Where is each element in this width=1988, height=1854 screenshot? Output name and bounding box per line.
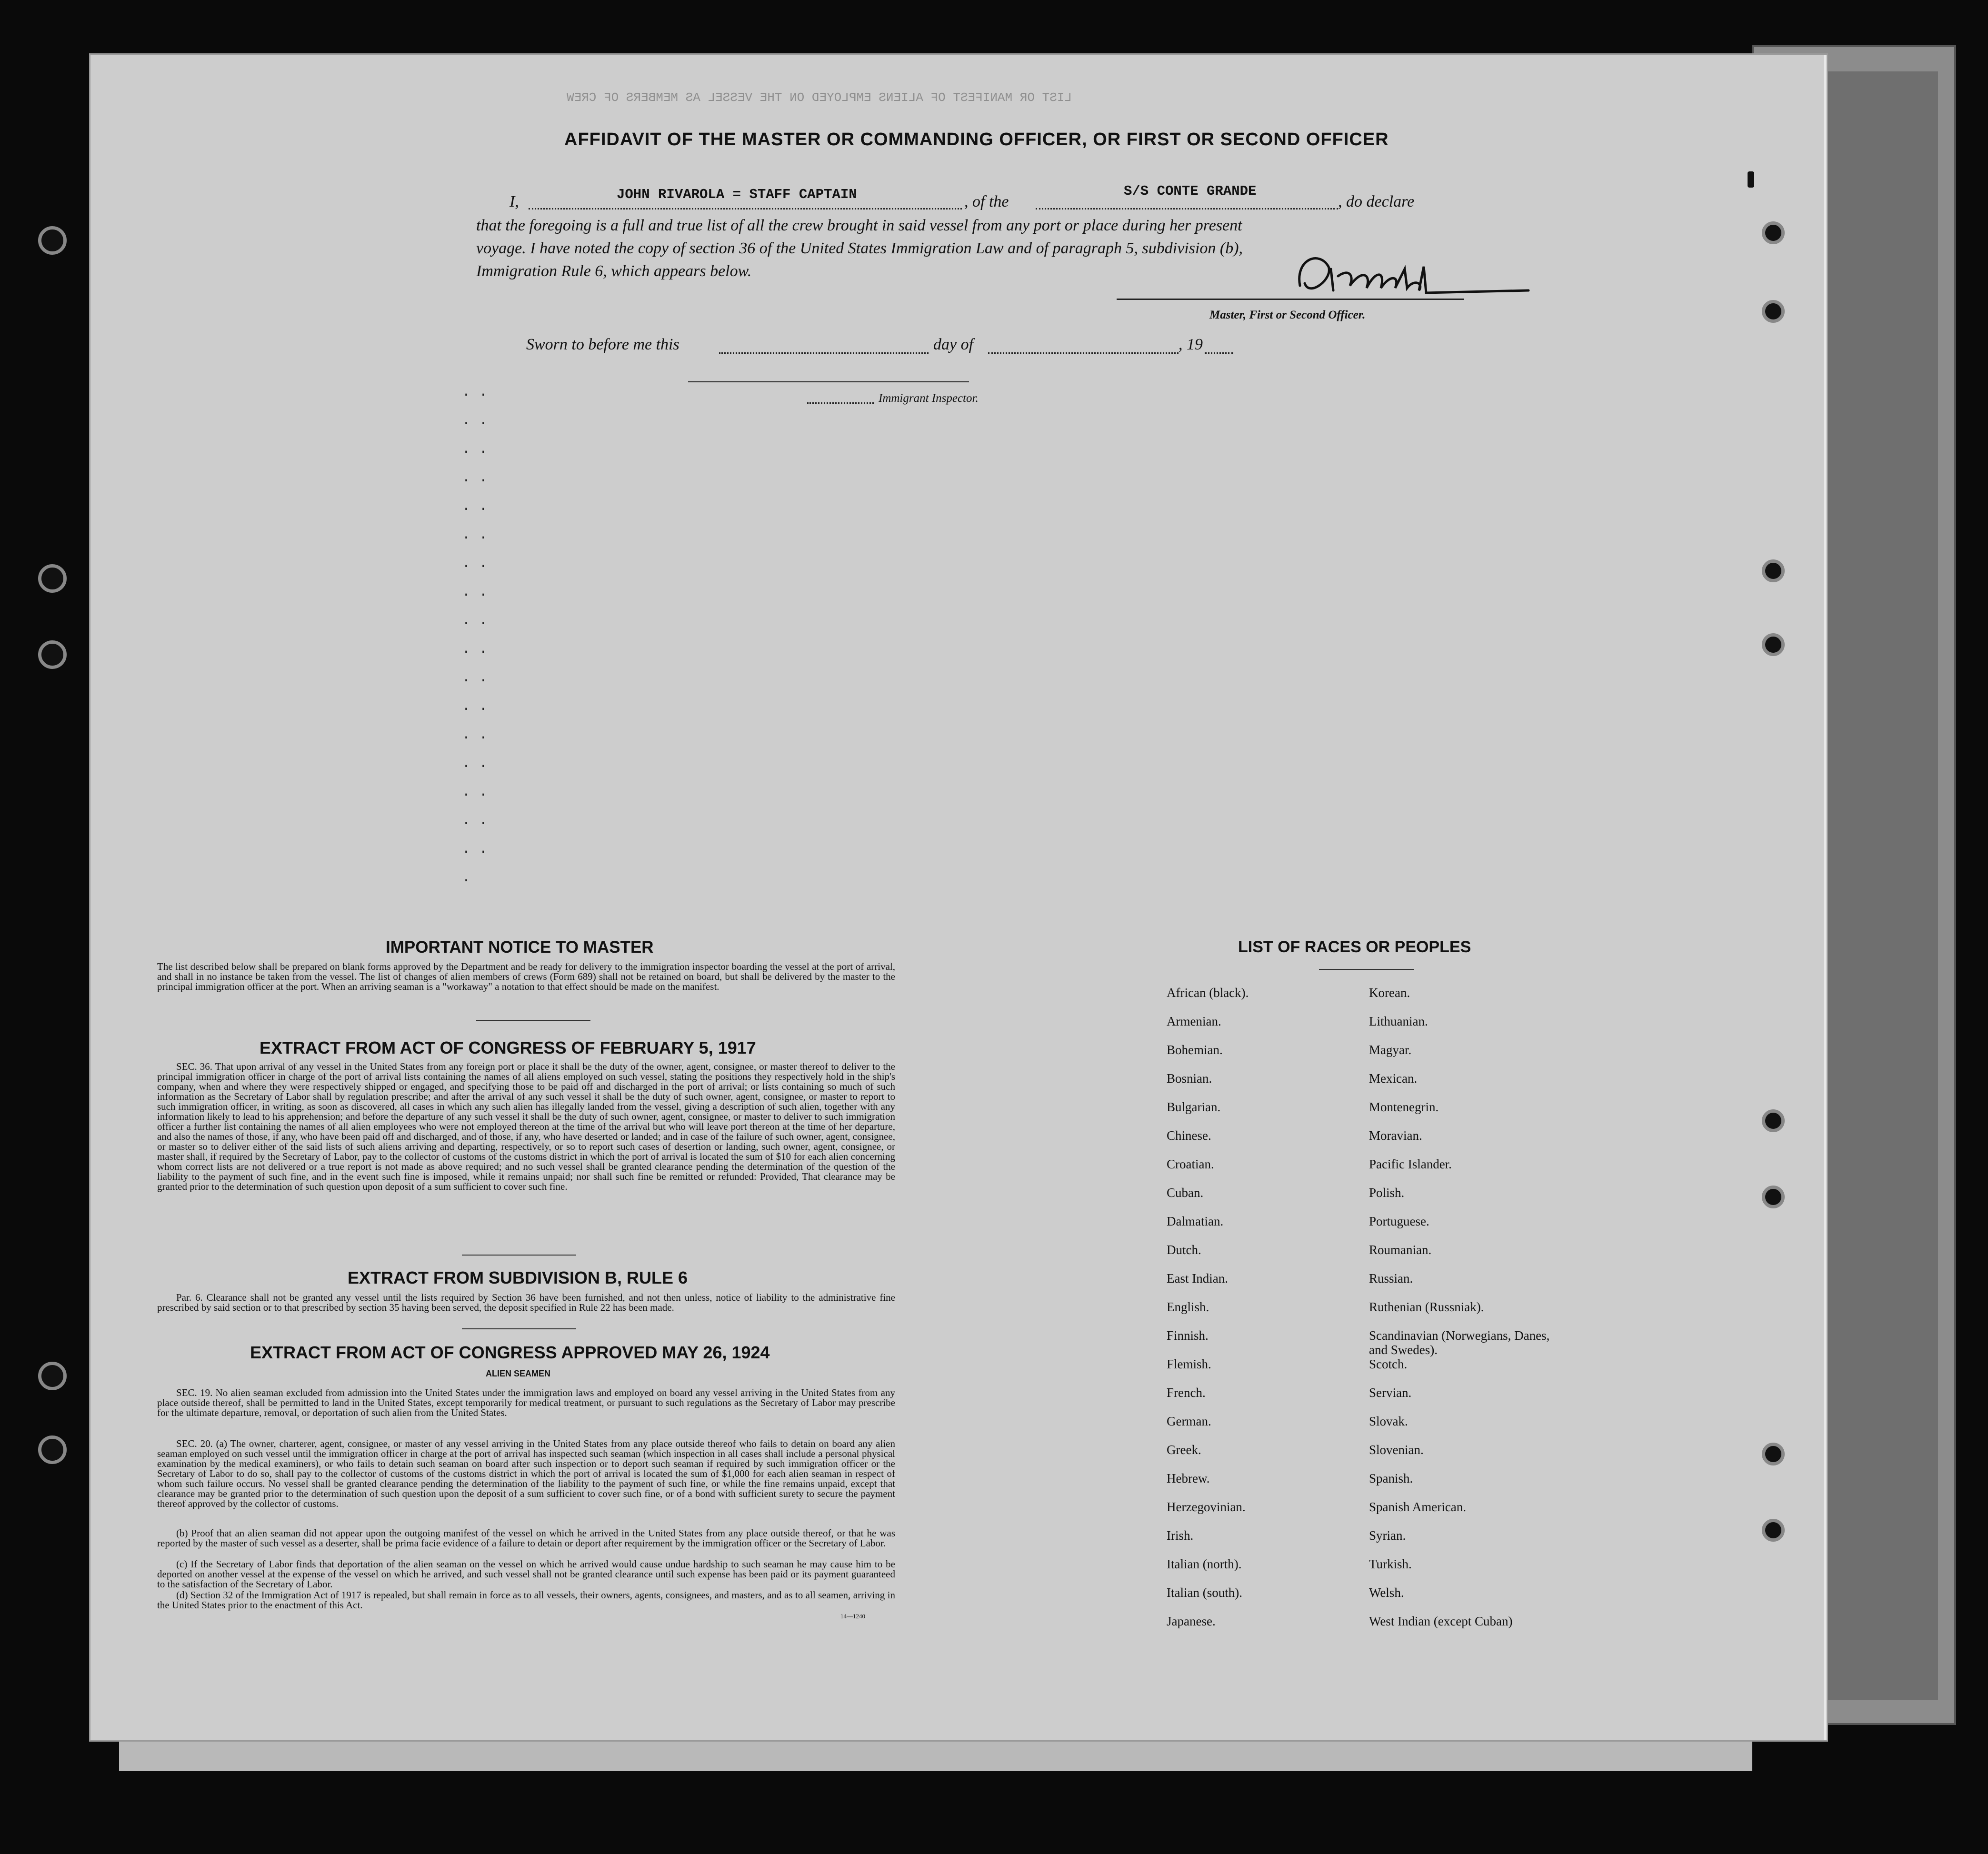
- sworn-year-line: [1205, 352, 1233, 354]
- sworn-year: , 19: [1179, 336, 1203, 353]
- race-item: Hebrew.: [1167, 1471, 1210, 1485]
- sec20d-text: (d) Section 32 of the Immigration Act of 1917 is repealed, but shall remain in force as to all vessels, their owners, agents, consignees, and masters, and as to all seamen, arriving in the United States prior to the enactment of this Act.: [157, 1589, 895, 1611]
- binder-hole-icon: [38, 564, 67, 593]
- signature-icon: [1224, 240, 1614, 312]
- race-item: Dalmatian.: [1167, 1214, 1224, 1228]
- binder-hole-icon: [1762, 1186, 1785, 1208]
- races-column-2: [1369, 986, 1550, 1643]
- race-item: West Indian (except Cuban): [1369, 1614, 1513, 1628]
- binder-hole-icon: [1762, 221, 1785, 244]
- binder-hole-icon: [38, 226, 67, 255]
- race-item: East Indian.: [1167, 1271, 1228, 1286]
- affidavit-of-the: , of the: [964, 193, 1009, 210]
- affidavit-line-2: that the foregoing is a full and true list of all the crew brought in said vessel from any port or place during her present: [476, 217, 1242, 234]
- sworn-month-line: [988, 352, 1179, 354]
- race-item: Slovenian.: [1369, 1443, 1424, 1457]
- race-item: Spanish.: [1369, 1471, 1413, 1485]
- race-item: Lithuanian.: [1369, 1014, 1428, 1028]
- race-item: Spanish American.: [1369, 1500, 1466, 1514]
- binder-hole-icon: [1762, 559, 1785, 582]
- races-column-1: [1167, 986, 1249, 1643]
- section-rule: [476, 1020, 590, 1021]
- races-title: LIST OF RACES OR PEOPLES: [1238, 938, 1471, 956]
- binder-hole-icon: [1762, 633, 1785, 656]
- section-rule: [462, 1255, 576, 1256]
- race-item: Italian (south).: [1167, 1585, 1242, 1600]
- extract-1924-subtitle: ALIEN SEAMEN: [486, 1369, 551, 1378]
- race-item: Welsh.: [1369, 1585, 1404, 1600]
- race-item: Flemish.: [1167, 1357, 1211, 1371]
- officer-name-field[interactable]: JOHN RIVAROLA = STAFF CAPTAIN: [617, 187, 857, 202]
- race-item: Slovak.: [1369, 1414, 1408, 1428]
- sworn-prefix: Sworn to before me this: [526, 336, 679, 353]
- sworn-day-of: day of: [933, 336, 974, 353]
- race-item: Cuban.: [1167, 1186, 1204, 1200]
- notice-title: IMPORTANT NOTICE TO MASTER: [386, 938, 654, 957]
- race-item: Scandinavian (Norwegians, Danes, and Swedes).: [1369, 1328, 1550, 1357]
- race-item: Greek.: [1167, 1443, 1201, 1457]
- section-rule: [462, 1328, 576, 1329]
- race-item: Russian.: [1369, 1271, 1413, 1286]
- race-item: Japanese.: [1167, 1614, 1216, 1628]
- race-item: Korean.: [1369, 986, 1410, 1000]
- race-item: Pacific Islander.: [1369, 1157, 1452, 1171]
- race-item: Portuguese.: [1369, 1214, 1429, 1228]
- races-title-rule: [1319, 969, 1414, 970]
- extract-1917-title: EXTRACT FROM ACT OF CONGRESS OF FEBRUARY 5, 1917: [260, 1038, 756, 1057]
- race-item: Bosnian.: [1167, 1071, 1212, 1086]
- affidavit-i: I,: [509, 193, 519, 210]
- binder-hole-icon: [1762, 1443, 1785, 1465]
- binder-hole-icon: [38, 640, 67, 669]
- vessel-name-field[interactable]: S/S CONTE GRANDE: [1124, 183, 1257, 199]
- race-item: English.: [1167, 1300, 1209, 1314]
- vessel-name-line: [1036, 208, 1338, 209]
- race-item: Roumanian.: [1369, 1243, 1432, 1257]
- manifest-page: [90, 55, 1827, 1740]
- race-item: Syrian.: [1369, 1528, 1406, 1543]
- form-number: 14—1240: [840, 1613, 865, 1620]
- race-item: Mexican.: [1369, 1071, 1418, 1086]
- race-item: Montenegrin.: [1369, 1100, 1439, 1114]
- sec20a-text: SEC. 20. (a) The owner, charterer, agent, consignee, or master of any vessel arriving in the United States from any place outside thereof who fails to detain on board any alien seaman employed on such vessel until the immigration officer in charge at the port of arrival has inspected such seaman (which inspection in all cases shall include a personal physical examination by the medical examiners), or who fails to detain such seaman on board after such inspection or to deport such seaman if required by such immigration officer or the Secretary of Labor to do so, shall pay to the collector of customs of the customs district in which the port of arrival is located the sum of $1,000 for each alien seaman in respect of whom such failure occurs. No vessel shall be granted clearance pending the determination of the liability to the payment of such fine, or while the fine remains unpaid, except that clearance may be granted prior to the determination of such question upon the deposit of a sum sufficient to cover such fine, or of a bond with sufficient surety to secure the payment thereof approved by the collector of customs.: [157, 1438, 895, 1509]
- page-bottom-strip: [119, 1738, 1752, 1771]
- extract-1917-text: SEC. 36. That upon arrival of any vessel in the United States from any foreign port or place it shall be the duty of the owner, agent, consignee, or master thereof to deliver to the principal immigration officer in charge of the port of arrival lists containing the names of all aliens employed on such vessel, stating the positions they respectively hold in the ship's company, when and where they were respectively shipped or engaged, and specifying those to be paid off and discharged in the port of arrival; or lists containing so much of such information as the Secretary of Labor shall by regulation prescribe; and after the arrival of any such vessel it shall be the duty of such owner, agent, consignee, or master to report to such immigration officer, in writing, as soon as discovered, all cases in which any such alien has illegally landed from the vessel, giving a description of such alien, together with any information likely to lead to his apprehension; and before the departure of any such vessel it shall be the duty of such owner, agent, consignee, or master to deliver to such immigration officer a further list containing the names of all alien employees who were not employed thereon at the time of the arrival but who will leave port thereon at the time of her departure, and also the names of those, if any, who have been paid off and discharged, and of those, if any, who have deserted or landed; and in case of the failure of such owner, agent, consignee, or master so to deliver either of the said lists of such aliens arriving and departing, respectively, or so to report such cases of desertion or landing, such owner, agent, consignee, or master shall, if required by the Secretary of Labor, pay to the collector of customs of the customs district in which the port of arrival is located the sum of $10 for each alien concerning whom correct lists are not delivered or a true report is not made as above required; and no such vessel shall be granted clearance pending the determination of the question of the liability to the payment of such fine, and in the event such fine is imposed, while it remains unpaid; nor shall such fine be remitted or refunded: Provided, That clearance may be granted prior to the determination of such question upon deposit of a sum sufficient to cover such fine.: [157, 1061, 895, 1192]
- race-item: Polish.: [1369, 1186, 1405, 1200]
- affidavit-line-4: Immigration Rule 6, which appears below.: [476, 262, 752, 280]
- race-item: Bohemian.: [1167, 1043, 1223, 1057]
- race-item: Dutch.: [1167, 1243, 1201, 1257]
- race-item: Irish.: [1167, 1528, 1194, 1543]
- binder-hole-icon: [1762, 1109, 1785, 1132]
- notice-text: The list described below shall be prepared on blank forms approved by the Department and be ready for delivery to the immigration inspector boarding the vessel at the port of arrival, and shall in no instance be taken from the vessel. The list of changes of alien members of crews (Form 689) shall not be retained on board, but shall be delivered by the master to the principal immigration officer at the port. When an arriving seaman is a "workaway" a notation to that effect should be made on the manifest.: [157, 961, 895, 992]
- inspector-signature-line: [688, 381, 969, 382]
- binder-hole-icon: [38, 1362, 67, 1390]
- extract-1924-title: EXTRACT FROM ACT OF CONGRESS APPROVED MAY 26, 1924: [250, 1343, 770, 1362]
- sec19-text: SEC. 19. No alien seaman excluded from admission into the United States under the immigration laws and employed on board any vessel arriving in the United States from any place outside thereof, shall be permitted to land in the United States, except temporarily for medical treatment, or pursuant to such regulations as the Secretary of Labor may prescribe for the ultimate departure, removal, or deportation of such alien from the United States.: [157, 1387, 895, 1418]
- inspector-dotline: [807, 402, 874, 404]
- race-item: French.: [1167, 1386, 1206, 1400]
- binder-hole-icon: [1762, 1519, 1785, 1542]
- race-item: Italian (north).: [1167, 1557, 1242, 1571]
- race-item: Moravian.: [1369, 1128, 1422, 1143]
- officer-name-line: [529, 208, 962, 209]
- dot-column: · · · · · · · · · · · · · · · · · · · · · · · · · · · · · · · · · · ·: [462, 387, 488, 889]
- affidavit-title: AFFIDAVIT OF THE MASTER OR COMMANDING OFFICER, OR FIRST OR SECOND OFFICER: [564, 130, 1389, 150]
- race-item: Croatian.: [1167, 1157, 1214, 1171]
- affidavit-line-3: voyage. I have noted the copy of section 36 of the United States Immigration Law and of paragraph 5, subdivision (b),: [476, 239, 1243, 257]
- inspector-caption: Immigrant Inspector.: [879, 392, 979, 405]
- race-item: Magyar.: [1369, 1043, 1412, 1057]
- binder-hole-icon: [1762, 300, 1785, 323]
- sworn-date-line: [719, 352, 929, 354]
- bleed-through: LIST OR MANIFEST OF ALIENS EMPLOYED ON THE VESSEL AS MEMBERS OF CREW: [567, 90, 1072, 105]
- race-item: Chinese.: [1167, 1128, 1211, 1143]
- race-item: Herzegovinian.: [1167, 1500, 1246, 1514]
- race-item: Finnish.: [1167, 1328, 1209, 1343]
- race-item: African (black).: [1167, 986, 1249, 1000]
- race-item: Ruthenian (Russniak).: [1369, 1300, 1484, 1314]
- signature-line: [1117, 299, 1464, 300]
- affidavit-do-declare: , do declare: [1338, 193, 1415, 210]
- race-item: Servian.: [1369, 1386, 1412, 1400]
- race-item: Bulgarian.: [1167, 1100, 1221, 1114]
- corner-mark: [1748, 171, 1754, 188]
- race-item: Turkish.: [1369, 1557, 1412, 1571]
- race-item: German.: [1167, 1414, 1211, 1428]
- extract-rule6-text: Par. 6. Clearance shall not be granted any vessel until the lists required by Section 36 have been furnished, and not then unless, notice of liability to the administrative fine prescribed by said section or to that prescribed by section 35 having been served, the deposit specified in Rule 22 has been made.: [157, 1292, 895, 1313]
- sec20b-text: (b) Proof that an alien seaman did not appear upon the outgoing manifest of the vessel on which he arrived in the United States from any place outside thereof, or that he was reported by the master of such vessel as a deserter, shall be prima facie evidence of a failure to detain or deport after requirement by the immigration officer or the Secretary of Labor.: [157, 1527, 895, 1549]
- binder-hole-icon: [38, 1435, 67, 1464]
- sec20c-text: (c) If the Secretary of Labor finds that deportation of the alien seaman on the vessel on which he arrived would cause undue hardship to such seaman he may cause him to be deported on another vessel at the expense of the vessel on which he arrived, and such vessel shall not be granted clearance until such expense has been paid or its payment guaranteed to the satisfaction of the Secretary of Labor.: [157, 1558, 895, 1590]
- extract-rule6-title: EXTRACT FROM SUBDIVISION B, RULE 6: [348, 1268, 688, 1287]
- signature-caption: Master, First or Second Officer.: [1209, 309, 1366, 321]
- race-item: Armenian.: [1167, 1014, 1221, 1028]
- race-item: Scotch.: [1369, 1357, 1408, 1371]
